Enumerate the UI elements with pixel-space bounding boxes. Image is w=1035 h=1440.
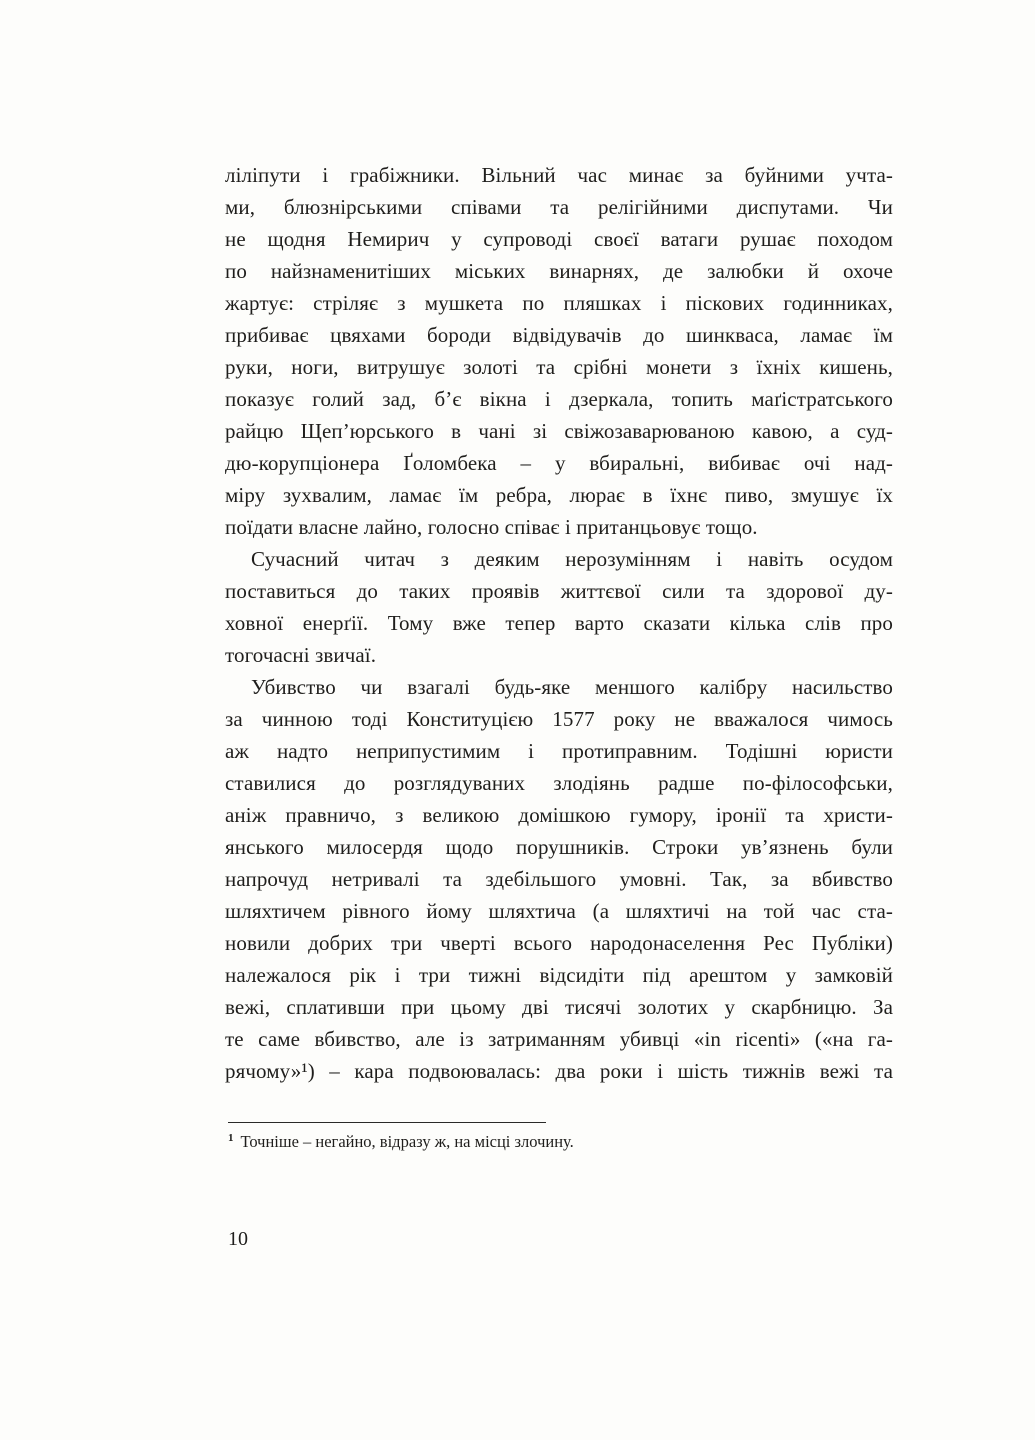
footnote-separator [228, 1122, 546, 1123]
body-line: не щодня Немирич у супроводі своєї ватаги рушає походом [225, 227, 893, 251]
body-line: те саме вбивство, але із затриманням убивці «in ricenti» («на га- [225, 1027, 893, 1051]
paragraph [225, 159, 893, 543]
body-text [225, 159, 893, 1087]
body-line: аніж правничо, з великою домішкою гумору, іронії та христи- [225, 803, 893, 827]
footnote-marker: 1 [228, 1131, 234, 1144]
body-line: руки, ноги, витрушує золоті та срібні монети з їхніх кишень, [225, 355, 893, 379]
body-line: по найзнаменитіших міських винарнях, де залюбки й охоче [225, 259, 893, 283]
body-line: належалося рік і три тижні відсидіти під арештом у замковій [225, 963, 893, 987]
page-number: 10 [228, 1228, 248, 1250]
body-line: поставиться до таких проявів життєвої сили та здорової ду- [225, 579, 893, 603]
footnote-text: Точніше – негайно, відразу ж, на місці злочину. [240, 1132, 574, 1151]
body-line: тогочасні звичаї. [225, 643, 377, 667]
body-line: новили добрих три чверті всього народонаселення Рес Публіки) [225, 931, 893, 955]
body-line: ховної енерґії. Тому вже тепер варто сказати кілька слів про [225, 611, 893, 635]
body-line: рячому»¹) – кара подвоювалась: два роки і шість тижнів вежі та [225, 1059, 893, 1083]
body-line: поїдати власне лайно, голосно співає і пританцьовує тощо. [225, 515, 758, 539]
body-line: за чинною тоді Конституцією 1577 року не вважалося чимось [225, 707, 893, 731]
body-line: ліліпути і грабіжники. Вільний час минає за буйними учта- [225, 163, 893, 187]
paragraph [225, 543, 893, 671]
footnote [228, 1131, 868, 1153]
body-line: вежі, сплативши при цьому дві тисячі золотих у скарбницю. За [225, 995, 893, 1019]
paragraph [225, 671, 893, 1087]
body-line: Убивство чи взагалі будь-яке меншого калібру насильство [251, 675, 893, 699]
body-line: напрочуд нетривалі та здебільшого умовні. Так, за вбивство [225, 867, 893, 891]
body-line: жартує: стріляє з мушкета по пляшках і піскових годинниках, [225, 291, 893, 315]
body-line: янського милосердя щодо порушників. Строки ув’язнень були [225, 835, 893, 859]
body-line: райцю Щеп’юрського в чані зі свіжозаварюваною кавою, а суд- [225, 419, 893, 443]
body-line: аж надто неприпустимим і протиправним. Тодішні юристи [225, 739, 893, 763]
body-line: ставилися до розглядуваних злодіянь радше по-філософськи, [225, 771, 893, 795]
body-line: Сучасний читач з деяким нерозумінням і навіть осудом [251, 547, 893, 571]
body-line: ми, блюзнірськими співами та релігійними диспутами. Чи [225, 195, 893, 219]
body-line: прибиває цвяхами бороди відвідувачів до шинкваса, ламає їм [225, 323, 893, 347]
body-line: шляхтичем рівного йому шляхтича (а шляхтичі на той час ста- [225, 899, 893, 923]
body-line: дю-корупціонера Ґоломбека – у вбиральні, вибиває очі над- [225, 451, 893, 475]
body-line: міру зухвалим, ламає їм ребра, люрає в їхнє пиво, змушує їх [225, 483, 893, 507]
body-line: показує голий зад, б’є вікна і дзеркала, топить маґістратського [225, 387, 893, 411]
